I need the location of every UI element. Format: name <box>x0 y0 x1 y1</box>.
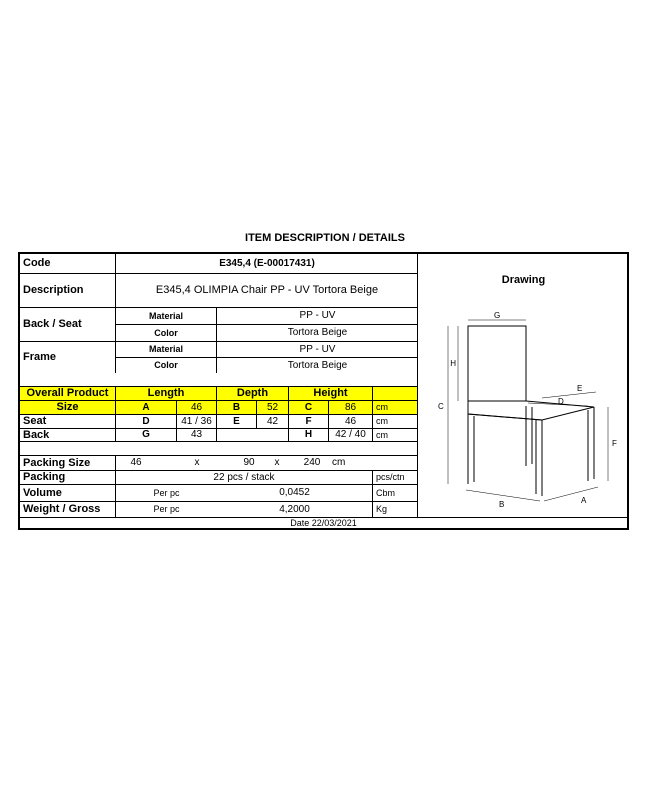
depth-header: Depth <box>217 386 289 400</box>
volume-value: 0,0452 <box>217 484 373 501</box>
dim-d-value: 41 / 36 <box>177 414 217 428</box>
packing-size-value-2: 90 <box>238 455 260 470</box>
length-header: Length <box>116 386 217 400</box>
item-details-sheet <box>18 252 629 530</box>
dim-a-label: A <box>116 400 177 414</box>
volume-unit: Cbm <box>373 484 418 501</box>
overall-unit: cm <box>373 400 418 414</box>
code-label: Code <box>20 254 116 273</box>
dim-line-a <box>544 487 598 501</box>
dim-f-label: F <box>289 414 329 428</box>
frame-color: Tortora Beige <box>217 357 418 373</box>
drawing-label: Drawing <box>501 274 546 286</box>
drawing-letter-c: C <box>438 402 444 411</box>
dim-f-value: 46 <box>329 414 373 428</box>
chair-backrest <box>468 326 526 401</box>
dim-h-value: 42 / 40 <box>329 428 373 442</box>
back-seat-color: Tortora Beige <box>217 324 418 341</box>
back-seat-material: PP - UV <box>217 307 418 324</box>
seat-unit: cm <box>373 414 418 428</box>
date-footer: Date 22/03/2021 <box>20 517 627 528</box>
frame-color-label: Color <box>116 357 217 373</box>
back-seat-material-label: Material <box>116 307 217 324</box>
seat-label: Seat <box>20 414 116 428</box>
dim-c-label: C <box>289 400 329 414</box>
code-value: E345,4 (E-00017431) <box>219 257 315 269</box>
frame-material-label: Material <box>116 341 217 357</box>
drawing-letter-h: H <box>450 359 456 368</box>
description-label: Description <box>20 273 116 307</box>
dim-a-value: 46 <box>177 400 217 414</box>
back-label: Back <box>20 428 116 442</box>
volume-label: Volume <box>20 484 116 501</box>
dim-h-label: H <box>289 428 329 442</box>
packing-label: Packing <box>20 470 116 484</box>
dim-b-value: 52 <box>257 400 289 414</box>
overall-size-label-2: Size <box>20 400 116 414</box>
back-seat-label: Back / Seat <box>20 307 116 341</box>
drawing-letter-a: A <box>581 496 587 505</box>
dim-g-value: 43 <box>177 428 217 442</box>
packing-size-x-1: x <box>156 455 238 470</box>
dim-c-value: 86 <box>329 400 373 414</box>
back-empty-cell <box>217 428 289 442</box>
chair-seat <box>468 401 594 420</box>
description-value: E345,4 OLIMPIA Chair PP - UV Tortora Beige <box>116 273 418 307</box>
dim-g-label: G <box>116 428 177 442</box>
packing-unit: pcs/ctn <box>373 470 418 484</box>
dim-d-label: D <box>116 414 177 428</box>
packing-value: 22 pcs / stack <box>116 470 373 484</box>
back-unit: cm <box>373 428 418 442</box>
drawing-letter-g: G <box>494 311 501 320</box>
packing-size-x-2: x <box>260 455 294 470</box>
dim-b-label: B <box>217 400 257 414</box>
packing-size-unit: cm <box>330 455 418 470</box>
chair-drawing <box>418 306 627 517</box>
weight-label: Weight / Gross <box>20 501 116 517</box>
drawing-letter-d: D <box>558 397 564 406</box>
height-header: Height <box>289 386 373 400</box>
seat-edge <box>468 414 542 420</box>
dim-line-e <box>542 392 596 398</box>
weight-value: 4,2000 <box>217 501 373 517</box>
dim-e-value: 42 <box>257 414 289 428</box>
drawing-letter-f: F <box>612 439 617 448</box>
weight-unit: Kg <box>373 501 418 517</box>
dim-e-label: E <box>217 414 257 428</box>
unit-header <box>373 386 418 400</box>
drawing-letter-e: E <box>577 384 583 393</box>
packing-size-value-1: 46 <box>116 455 156 470</box>
volume-per: Per pc <box>116 484 217 501</box>
weight-per: Per pc <box>116 501 217 517</box>
packing-size-label: Packing Size <box>20 455 116 470</box>
frame-material: PP - UV <box>217 341 418 357</box>
packing-size-value-3: 240 <box>294 455 330 470</box>
frame-label: Frame <box>20 341 116 373</box>
overall-size-label-1: Overall Product <box>20 386 116 400</box>
page-title: ITEM DESCRIPTION / DETAILS <box>245 232 405 244</box>
back-seat-color-label: Color <box>116 324 217 341</box>
drawing-letter-b: B <box>499 500 505 509</box>
